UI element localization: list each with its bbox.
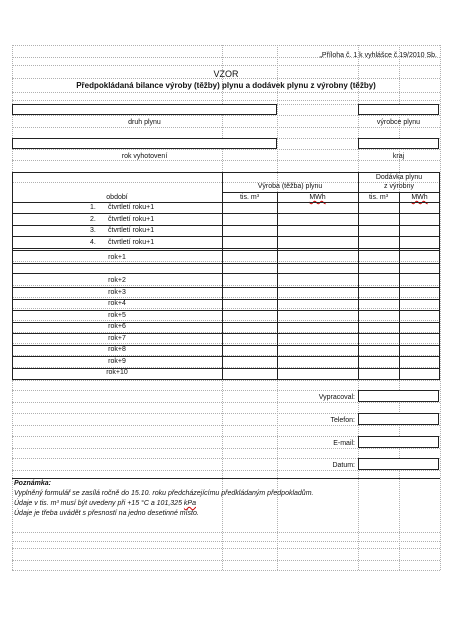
quarter-number: 4. [90, 239, 96, 246]
note-line-2-unit: kPa [183, 500, 196, 507]
grid-row-line [12, 448, 440, 449]
unit-header-rule [222, 192, 440, 193]
gas-type-input[interactable] [12, 104, 277, 115]
table-row-rule [12, 333, 440, 334]
grid-row-line [12, 402, 440, 403]
grid-row-line [12, 127, 440, 128]
year-row-label: rok+3 [108, 289, 126, 296]
table-row-rule [12, 236, 440, 237]
col-divider [399, 192, 400, 380]
email-input[interactable] [358, 436, 439, 448]
producer-input[interactable] [358, 104, 439, 115]
quarter-label: čtvrtletí roku+1 [108, 216, 155, 223]
gas-type-label: druh plynu [128, 119, 161, 126]
year-label: rok vyhotovení [121, 153, 168, 160]
grid-row-line [12, 92, 440, 93]
year-row-label: rok+7 [108, 335, 126, 342]
phone-input[interactable] [358, 413, 439, 425]
grid-row-line [12, 548, 440, 549]
delivery-header-line2: z výrobny [384, 183, 414, 190]
quarter-label: čtvrtletí roku+1 [108, 239, 155, 246]
grid-row-line [12, 532, 440, 533]
producer-label: výrobce plynu [376, 119, 421, 126]
note-line-3: Údaje je třeba uvádět s přesností na jedno desetinné místo. [14, 510, 199, 517]
grid-row-line [12, 380, 440, 381]
date-label: Datum: [332, 462, 355, 469]
col-divider [222, 172, 223, 380]
prepared-by-label: Vypracoval: [318, 394, 355, 401]
page-title: Předpokládaná bilance výroby (těžby) plynu a dodávek plynu z výrobny (těžby) [76, 81, 376, 90]
year-row-label: rok+5 [108, 312, 126, 319]
grid-row-line [12, 65, 440, 66]
table-row-rule [12, 248, 440, 249]
grid-col-line [440, 45, 441, 570]
col-divider [277, 192, 278, 380]
date-input[interactable] [358, 458, 439, 470]
delivery-header-line1: Dodávka plynu [375, 174, 423, 181]
year-row-label: rok+1 [108, 254, 126, 261]
grid-row-line [12, 149, 440, 150]
year-input[interactable] [12, 138, 277, 149]
grid-row-line [12, 570, 440, 571]
quarter-number: 3. [90, 227, 96, 234]
year-row-label: rok+10 [106, 369, 128, 376]
double-rule [12, 250, 440, 251]
phone-label: Telefon: [330, 417, 355, 424]
grid-row-line [12, 425, 440, 426]
header-bottom-rule [12, 202, 440, 203]
period-header: období [106, 194, 128, 201]
region-label: kraj [392, 153, 405, 160]
grid-row-line [12, 470, 440, 471]
quarter-number: 2. [90, 216, 96, 223]
grid-row-line [12, 160, 440, 161]
region-input[interactable] [358, 138, 439, 149]
table-row-rule [12, 273, 440, 274]
template-mark: VZOR [213, 69, 239, 79]
grid-row-line [12, 45, 440, 46]
table-row-rule [12, 287, 440, 288]
year-row-label: rok+2 [108, 277, 126, 284]
col-divider [358, 172, 359, 380]
quarter-number: 1. [90, 204, 96, 211]
year-row-label: rok+9 [108, 358, 126, 365]
production-header: Výroba (těžba) plynu [257, 183, 323, 190]
table-row-rule [12, 356, 440, 357]
grid-row-line [12, 115, 440, 116]
annex-reference: „Příloha č. 1 k vyhlášce č.19/2010 Sb. [319, 52, 437, 59]
unit-energy-delivery: MWh [411, 194, 428, 201]
unit-energy: MWh [309, 194, 326, 201]
prepared-by-input[interactable] [358, 390, 439, 402]
quarter-label: čtvrtletí roku+1 [108, 204, 155, 211]
table-row-rule [12, 213, 440, 214]
note-line-1: Vyplněný formulář se zasílá ročně do 15.10. roku předcházejícímu předkládaným předpokladům. [14, 490, 314, 497]
year-row-label: rok+4 [108, 300, 126, 307]
unit-volume-delivery: tis. m³ [368, 194, 389, 201]
email-label: E-mail: [333, 440, 355, 447]
note-line-2 [14, 500, 196, 507]
table-row-rule [12, 310, 440, 311]
note-heading: Poznámka: [14, 480, 51, 487]
grid-row-line [12, 541, 440, 542]
table-row-rule [12, 225, 440, 226]
unit-volume: tis. m³ [239, 194, 260, 201]
grid-row-line [12, 100, 440, 101]
table-row-rule [12, 263, 440, 264]
grid-row-line [12, 560, 440, 561]
quarter-label: čtvrtletí roku+1 [108, 227, 155, 234]
year-row-label: rok+8 [108, 346, 126, 353]
table-row-rule [12, 379, 440, 380]
note-line-2-text: Údaje v tis. m³ musí být uvedeny při +15 °C a 101,325 [14, 500, 184, 507]
year-row-label: rok+6 [108, 323, 126, 330]
note-top-rule [12, 478, 440, 479]
